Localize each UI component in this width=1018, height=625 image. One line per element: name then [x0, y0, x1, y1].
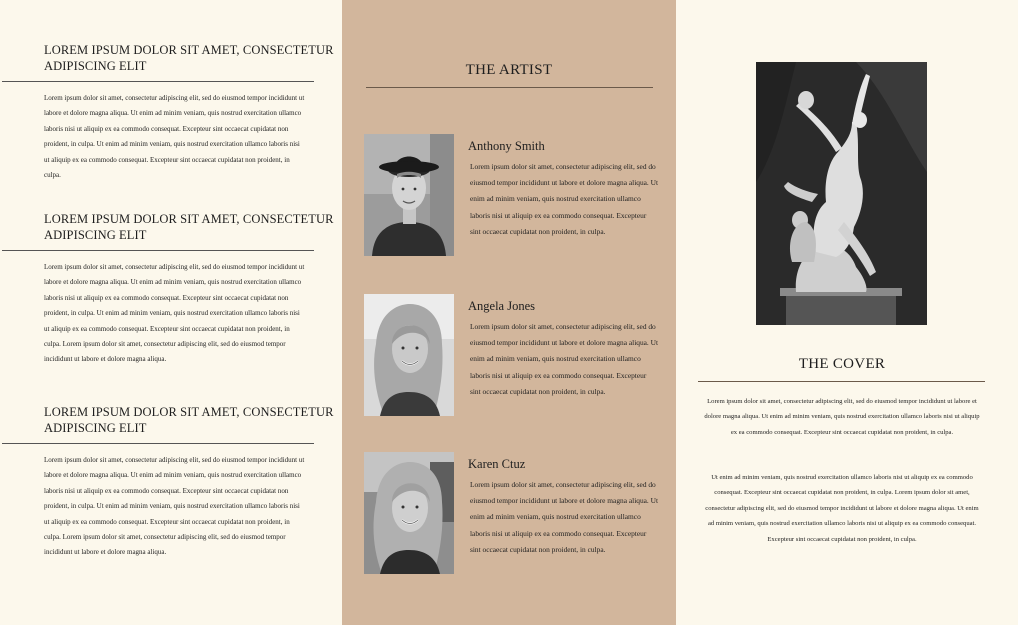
- artist-title: THE ARTIST: [465, 62, 553, 78]
- cover-paragraph: Ut enim ad minim veniam, quis nostrud exercitation ullamco laboris nisi ut aliquip ex ea commodo consequat. Excepteur sint occaecat cupidatat non proident, in culpa. Lorem ipsum dolor sit amet, consectetur adipiscing elit, sed do eiusmod tempor incididunt ut labore et dolore magna aliqua. Ut enim ad minim veniam, quis nostrud exercitation ullamco laboris nisi ut aliquip ex ea commodo consequat. Excepteur sint occaecat cupidatat non proident, in culpa.: [705, 474, 979, 543]
- artist-title-divider: [366, 87, 653, 88]
- artist-name: Angela Jones: [468, 299, 535, 313]
- cover-title: THE COVER: [798, 356, 886, 372]
- artist-name: Karen Ctuz: [468, 457, 526, 471]
- cover-photo: [756, 62, 927, 325]
- artist-bio: Lorem ipsum dolor sit amet, consectetur adipiscing elit, sed do eiusmod tempor incididunt ut labore et dolore magna aliqua. Ut enim ad minim veniam, quis nostrud exercitation ullamco laboris nisi ut aliquip ex ea commodo consequat. Excepteur sint occaecat cupidatat non proident, in culpa.: [470, 162, 659, 236]
- cover-title-divider: [698, 381, 985, 382]
- artist-panel: [342, 0, 676, 625]
- artist-bio: Lorem ipsum dolor sit amet, consectetur adipiscing elit, sed do eiusmod tempor incididunt ut labore et dolore magna aliqua. Ut enim ad minim veniam, quis nostrud exercitation ullamco laboris nisi ut aliquip ex ea commodo consequat. Excepteur sint occaecat cupidatat non proident, in culpa.: [470, 480, 659, 554]
- text-section: [0, 42, 342, 183]
- left-column: [0, 0, 342, 625]
- artist-photo: [364, 294, 454, 416]
- section-heading: LOREM IPSUM DOLOR SIT AMET, CONSECTETUR ADIPISCING ELIT: [44, 405, 334, 435]
- section-body: Lorem ipsum dolor sit amet, consectetur adipiscing elit, sed do eiusmod tempor incididunt ut labore et dolore magna aliqua. Ut enim ad minim veniam, quis nostrud exercitation ullamco laboris nisi ut aliquip ex ea commodo consequat. Excepteur sint occaecat cupidatat non proident, in culpa. Ut enim ad minim veniam, quis nostrud exercitation ullamco laboris nisi ut aliquip ex ea commodo consequat. Excepteur sint occaecat cupidatat non proident, in culpa. Lorem ipsum dolor sit amet, consectetur adipiscing elit, sed do eiusmod tempor incididunt ut labore et dolore magna aliqua.: [44, 263, 305, 364]
- section-divider: [2, 250, 314, 251]
- text-section: [0, 211, 342, 368]
- section-divider: [2, 443, 314, 444]
- cover-paragraph: Lorem ipsum dolor sit amet, consectetur adipiscing elit, sed do eiusmod tempor incididunt ut labore et dolore magna aliqua. Ut enim ad minim veniam, quis nostrud exercitation ullamco laboris nisi ut aliquip ex ea commodo consequat. Excepteur sint occaecat cupidatat non proident, in culpa.: [704, 398, 980, 436]
- artist-photo: [364, 134, 454, 256]
- section-body: Lorem ipsum dolor sit amet, consectetur adipiscing elit, sed do eiusmod tempor incididunt ut labore et dolore magna aliqua. Ut enim ad minim veniam, quis nostrud exercitation ullamco laboris nisi ut aliquip ex ea commodo consequat. Excepteur sint occaecat cupidatat non proident, in culpa. Ut enim ad minim veniam, quis nostrud exercitation ullamco laboris nisi ut aliquip ex ea commodo consequat. Excepteur sint occaecat cupidatat non proident, in culpa. Lorem ipsum dolor sit amet, consectetur adipiscing elit, sed do eiusmod tempor incididunt ut labore et dolore magna aliqua.: [44, 456, 305, 557]
- section-heading: LOREM IPSUM DOLOR SIT AMET, CONSECTETUR ADIPISCING ELIT: [44, 212, 334, 242]
- artist-photo: [364, 452, 454, 574]
- text-section: [0, 404, 342, 561]
- section-body: Lorem ipsum dolor sit amet, consectetur adipiscing elit, sed do eiusmod tempor incididunt ut labore et dolore magna aliqua. Ut enim ad minim veniam, quis nostrud exercitation ullamco laboris nisi ut aliquip ex ea commodo consequat. Excepteur sint occaecat cupidatat non proident, in culpa. Ut enim ad minim veniam, quis nostrud exercitation ullamco laboris nisi ut aliquip ex ea commodo consequat. Excepteur sint occaecat cupidatat non proident, in culpa.: [44, 94, 305, 180]
- artist-name: Anthony Smith: [468, 139, 545, 153]
- cover-column: [676, 0, 1018, 625]
- section-divider: [2, 81, 314, 82]
- artist-bio: Lorem ipsum dolor sit amet, consectetur adipiscing elit, sed do eiusmod tempor incididunt ut labore et dolore magna aliqua. Ut enim ad minim veniam, quis nostrud exercitation ullamco laboris nisi ut aliquip ex ea commodo consequat. Excepteur sint occaecat cupidatat non proident, in culpa.: [470, 322, 659, 396]
- section-heading: LOREM IPSUM DOLOR SIT AMET, CONSECTETUR ADIPISCING ELIT: [44, 43, 334, 73]
